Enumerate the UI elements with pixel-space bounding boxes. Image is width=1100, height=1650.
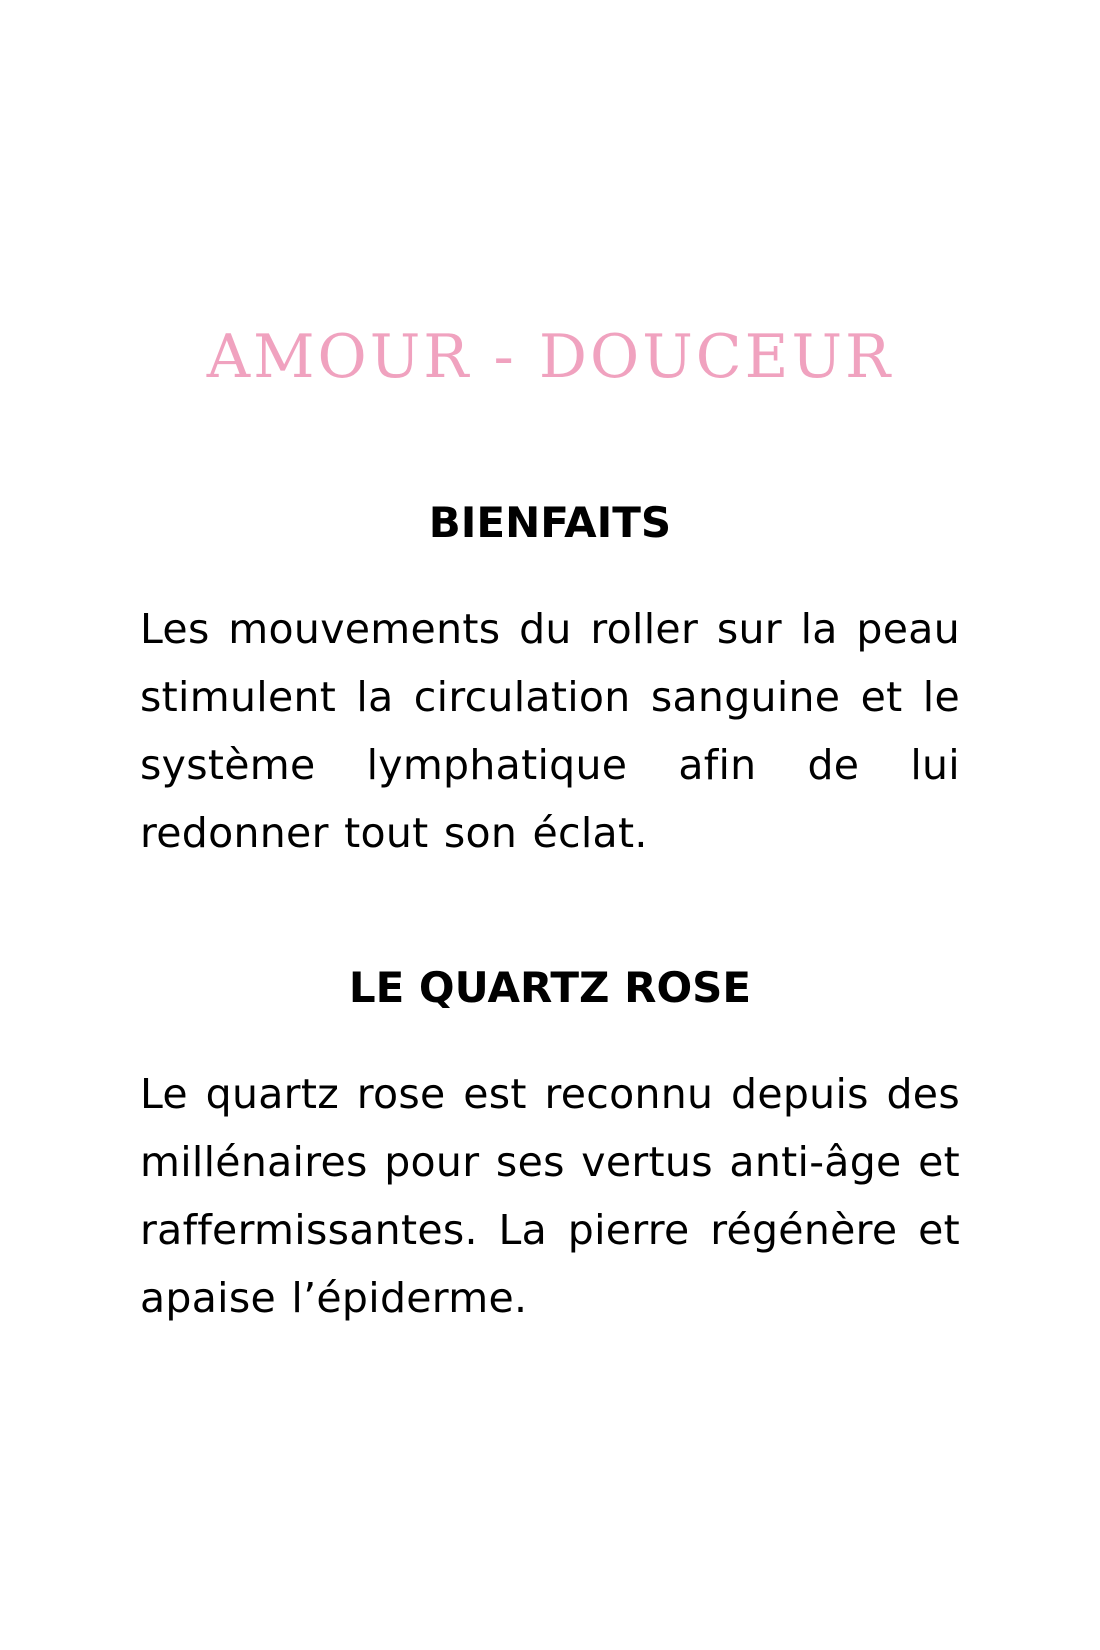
section-heading-quartz: LE QUARTZ ROSE <box>348 963 752 1012</box>
section-heading-benefits: BIENFAITS <box>428 498 672 547</box>
section-text-quartz: Le quartz rose est reconnu depuis des millénaires pour ses vertus anti-âge et raffermissantes. La pierre régénère et apaise l’épiderme. <box>140 1070 960 1322</box>
section-text-benefits: Les mouvements du roller sur la peau stimulent la circulation sanguine et le système lymphatique afin de lui redonner tout son éclat. <box>140 605 960 857</box>
page-title: AMOUR - DOUCEUR <box>206 322 894 392</box>
